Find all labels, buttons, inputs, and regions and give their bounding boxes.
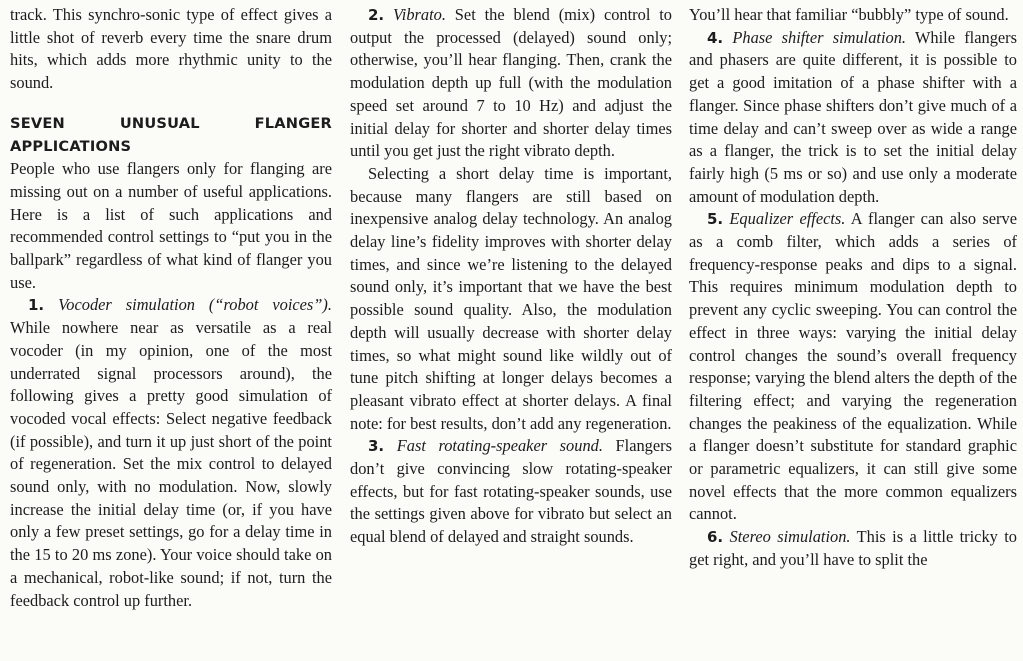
item-title: Phase shifter simulation. [732,27,907,47]
list-item-2 [350,4,672,163]
item-number: 3. [368,437,385,456]
list-item-5 [689,208,1017,526]
delay-paragraph: Selecting a short delay time is important, because many flangers are still based on inexpensive analog delay technology. An analog delay line’s fidelity improves with shorter delay times, and since we’re listening to the delayed sound only, it’s important that we have the best possible sound quality. Also, the modulation depth will usually decrease with shorter delay times, so what might sound like wildly out of tune pitch shifting at longer delays becomes a pleasant vibrato effect at shorter delays. A final note: for best results, don’t add any regeneration. [350,163,672,433]
item-text: Set the blend (mix) control to output the processed (delayed) sound only; otherwise, you’ll hear flanging. Then, crank the modulation depth up full (with the modulation speed set around 7 to 10 Hz) and adjust the initial delay for shorter and shorter delay times until you get just the right vibrato depth. [350,5,672,161]
item-text: This is a little tricky to get right, and you’ll have to split the [689,527,1017,569]
lead-paragraph: People who use flangers only for flanging are missing out on a number of useful applications. Here is a list of such applications and recommended control settings to “put you in the ballpark” regardless of what kind of flanger you use. [10,159,332,292]
item-title: Stereo simulation. [729,527,851,547]
item-text: While nowhere near as versatile as a real vocoder (in my opinion, one of the most underrated signal processors around), the following gives a pretty good simulation of vocoded vocal effects: Select negative feedback (if possible), and turn it up just short of the point of regeneration. Set the mix control to delayed sound only, with no modulation. Now, slowly increase the initial delay time (or, if you have only a few preset settings, go for a delay time in the 15 to 20 ms zone). Your voice should take on a mechanical, robot-like sound; if not, turn the feedback control up further. [10,318,332,610]
item-title: Fast rotating-speaker sound. [396,436,603,456]
list-item-1 [10,294,332,612]
intro-paragraph: track. This synchro-sonic type of effect gives a little shot of reverb every time the snare drum hits, which adds more rhythmic unity to the sound. [10,5,332,93]
list-item-4 [689,27,1017,209]
item-number: 4. [707,28,724,47]
item-text: A flanger can also serve as a comb filter, which adds a series of frequency-response peaks and dips to a signal. This requires minimum modulation depth to prevent any cyclic sweeping. You can control the effect in three ways: varying the initial delay control changes the sound’s overall frequency response; varying the blend alters the depth of the filtering effect; and varying the regeneration changes the peakiness of the equalization. While a flanger doesn’t substitute for standard graphic or parametric equalizers, it can still give some novel effects that the more common equalizers cannot. [689,209,1017,524]
item-title: Equalizer effects. [729,209,846,229]
column-2 [350,4,672,549]
column-3 [689,4,1017,572]
continued-paragraph: You’ll hear that familiar “bubbly” type of sound. [689,5,1009,24]
section-heading: SEVEN UNUSUAL FLANGER APPLICATIONS [10,114,332,155]
list-item-6 [689,526,1017,571]
item-number: 2. [368,6,385,24]
item-title: Vibrato. [392,5,446,24]
item-number: 1. [28,296,45,315]
item-number: 5. [707,210,724,229]
item-title: Vocoder simulation (“robot voices”). [58,295,332,315]
item-text: Flangers don’t give convincing slow rotating-speaker effects, but for fast rotating-speaker sounds, use the settings given above for vibrato but select an equal blend of delayed and straight sounds. [350,436,672,547]
list-item-3 [350,435,672,549]
column-1 [10,4,332,612]
item-number: 6. [707,528,724,547]
item-text: While flangers and phasers are quite different, it is possible to get a good imitation of a phase shifter with a flanger. Since phase shifters don’t give much of a time delay and can’t sweep over as wide a range as a flanger, the trick is to set the initial delay fairly high (5 ms or so) and use only a moderate amount of modulation depth. [689,27,1017,206]
